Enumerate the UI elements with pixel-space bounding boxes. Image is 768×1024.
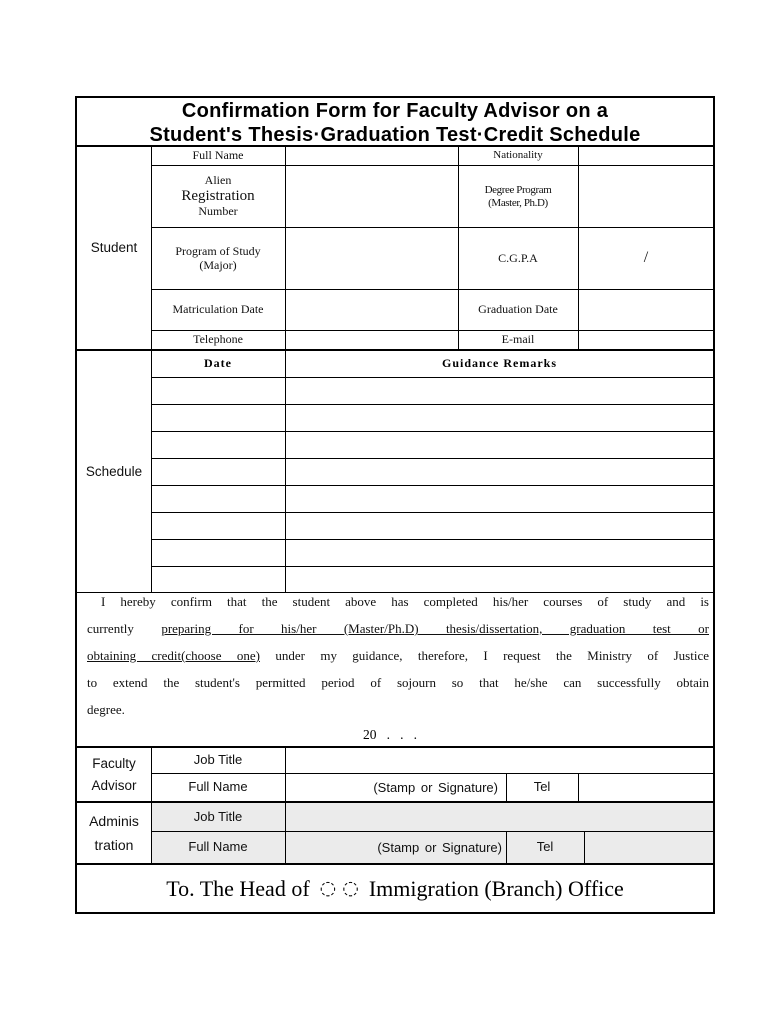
form-title-line-2: Student's Thesis·Graduation Test·Credit Schedule [149,124,641,146]
addressee-text-start: To. The Head of [166,875,310,901]
addressee-text-end: Immigration (Branch) Office [368,875,624,901]
faculty-tel-label: Tel [533,779,551,795]
administration-label [77,803,151,863]
faculty-label: Faculty [92,755,136,771]
admin-job-title-label: Job Title [193,808,243,824]
form-title-line-1: Confirmation Form for Faculty Advisor on a [181,100,609,122]
admin-job-title-field[interactable] [286,803,713,831]
schedule-row[interactable] [151,459,713,485]
telephone-field[interactable] [286,331,458,349]
schedule-row[interactable] [151,513,713,539]
program-of-study-label [151,228,285,289]
degree-program-label [458,166,578,227]
cgpa-field[interactable]: / [643,249,649,267]
full-name-label: Full Name [192,147,244,162]
program-of-study-label-line-2: (Major) [199,257,237,272]
statement-choose-one: obtaining credit(choose one) [87,648,260,663]
faculty-stamp-signature[interactable]: (Stamp or Signature) [373,780,498,795]
degree-program-field[interactable] [579,166,713,227]
email-label: E-mail [501,332,535,347]
alien-registration-number-field[interactable] [286,166,458,227]
student-section-label: Student [90,240,138,256]
admin-full-name-label: Full Name [188,839,248,855]
program-of-study-field[interactable] [286,228,458,289]
schedule-row[interactable] [151,540,713,566]
schedule-row[interactable] [151,405,713,431]
nationality-label: Nationality [493,149,543,162]
date-line[interactable]: 20 . . . [363,727,417,742]
schedule-section-label: Schedule [85,463,143,479]
faculty-tel-field[interactable] [579,774,713,801]
blank-circles[interactable]: ◌ ◌ [319,876,359,899]
matriculation-date-field[interactable] [286,290,458,330]
number-label: Number [198,204,238,219]
telephone-label: Telephone [193,332,243,347]
schedule-row[interactable] [151,486,713,512]
alien-registration-number-label [151,166,285,227]
admin-tel-label: Tel [536,839,554,855]
statement-line-5: degree. [87,702,125,717]
statement-line-2 [87,615,709,642]
registration-label: Registration [181,187,255,204]
admin-stamp-signature[interactable]: (Stamp or Signature) [377,840,502,855]
faculty-advisor-label [77,748,151,801]
advisor-label: Advisor [91,777,137,793]
matriculation-date-label: Matriculation Date [172,302,264,317]
full-name-field[interactable] [286,146,458,165]
faculty-job-title-field[interactable] [286,748,713,773]
cgpa-label: C.G.P.A [498,250,538,265]
statement-line-1: I hereby confirm that the student above has completed his/her courses of study and is [101,594,709,609]
adminis-label: Adminis [89,813,139,829]
graduation-date-field[interactable] [579,290,713,330]
admin-tel-field[interactable] [585,832,713,863]
degree-program-label-line-1: Degree Program [484,183,552,196]
schedule-remarks-header: Guidance Remarks [442,356,557,371]
statement-line-3-end: under my guidance, therefore, I request the Ministry of Justice [259,648,709,663]
confirmation-form [75,96,715,914]
schedule-date-header: Date [204,356,232,371]
confirmation-statement [87,588,709,723]
statement-line-2-start: currently [87,621,162,636]
tration-label: tration [94,837,134,853]
alien-label: Alien [204,173,232,188]
form-title [77,99,713,147]
statement-line-3 [87,642,709,669]
nationality-field[interactable] [579,146,713,165]
email-field[interactable] [579,331,713,349]
faculty-job-title-label: Job Title [193,752,243,768]
statement-line-2-underlined: preparing for his/her (Master/Ph.D) thesis/dissertation, graduation test or [161,621,709,636]
schedule-row[interactable] [151,432,713,458]
faculty-full-name-label: Full Name [188,779,248,795]
schedule-row[interactable] [151,378,713,404]
degree-program-label-line-2: (Master, Ph.D) [488,196,548,209]
graduation-date-label: Graduation Date [478,302,558,317]
addressee-line [77,865,713,912]
statement-line-4: to extend the student's permitted period of sojourn so that he/she can successfully obtain [87,675,709,690]
program-of-study-label-line-1: Program of Study [175,243,261,258]
